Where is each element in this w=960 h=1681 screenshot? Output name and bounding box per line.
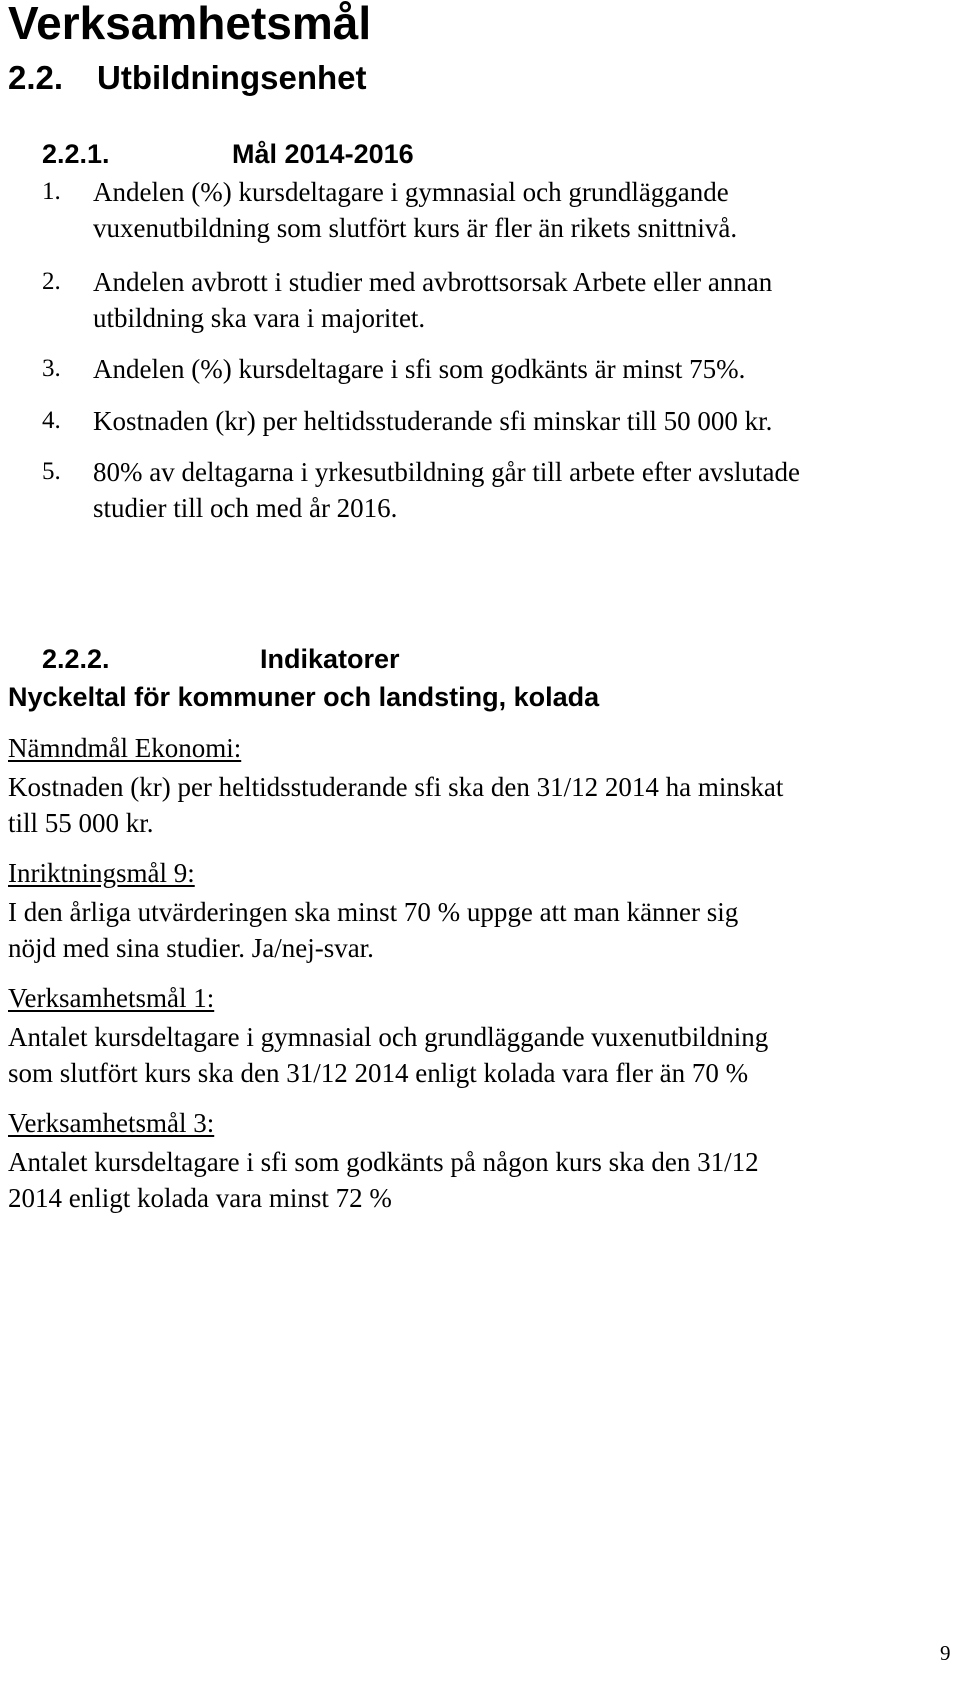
section-title: Utbildningsenhet	[97, 59, 367, 96]
goal-line: studier till och med år 2016.	[93, 493, 398, 523]
page-number: 9	[940, 1641, 951, 1665]
indicator-line: till 55 000 kr.	[8, 808, 154, 838]
page-title: Verksamhetsmål	[8, 0, 372, 49]
goal-line: utbildning ska vara i majoritet.	[93, 303, 426, 333]
indicator-line: Antalet kursdeltagare i sfi som godkänts på någon kurs ska den 31/12	[8, 1147, 759, 1177]
indicator-line: Antalet kursdeltagare i gymnasial och grundläggande vuxenutbildning	[8, 1022, 769, 1052]
indicator-heading: Nämndmål Ekonomi:	[8, 733, 242, 763]
goal-number: 3.	[42, 355, 61, 382]
goal-line: Andelen (%) kursdeltagare i gymnasial och grundläggande	[93, 177, 729, 207]
kolada-heading: Nyckeltal för kommuner och landsting, kolada	[8, 682, 600, 712]
indicator-heading: Inriktningsmål 9:	[8, 858, 195, 888]
indicator-line: nöjd med sina studier. Ja/nej-svar.	[8, 933, 374, 963]
indicator-line: som slutfört kurs ska den 31/12 2014 enligt kolada vara fler än 70 %	[8, 1058, 749, 1088]
indicator-line: Kostnaden (kr) per heltidsstuderande sfi ska den 31/12 2014 ha minskat	[8, 772, 784, 802]
goal-line: Kostnaden (kr) per heltidsstuderande sfi minskar till 50 000 kr.	[93, 406, 773, 436]
goal-number: 1.	[42, 178, 61, 205]
goal-number: 2.	[42, 268, 61, 295]
goals-section-number: 2.2.1.	[42, 139, 110, 169]
indicator-heading: Verksamhetsmål 1:	[8, 983, 215, 1013]
goal-line: vuxenutbildning som slutfört kurs är fler än rikets snittnivå.	[93, 213, 738, 243]
indicator-line: I den årliga utvärderingen ska minst 70 % uppge att man känner sig	[8, 897, 739, 927]
indicator-line: 2014 enligt kolada vara minst 72 %	[8, 1183, 392, 1213]
indicator-heading: Verksamhetsmål 3:	[8, 1108, 215, 1138]
goal-line: Andelen avbrott i studier med avbrottsorsak Arbete eller annan	[93, 267, 773, 297]
goal-line: 80% av deltagarna i yrkesutbildning går till arbete efter avslutade	[93, 457, 800, 487]
section-number: 2.2.	[8, 59, 64, 96]
indicators-section-number: 2.2.2.	[42, 644, 110, 674]
goal-line: Andelen (%) kursdeltagare i sfi som godkänts är minst 75%.	[93, 354, 746, 384]
goal-number: 4.	[42, 407, 61, 434]
goal-number: 5.	[42, 458, 61, 485]
goals-section-title: Mål 2014-2016	[232, 139, 414, 169]
indicators-section-title: Indikatorer	[260, 644, 400, 674]
